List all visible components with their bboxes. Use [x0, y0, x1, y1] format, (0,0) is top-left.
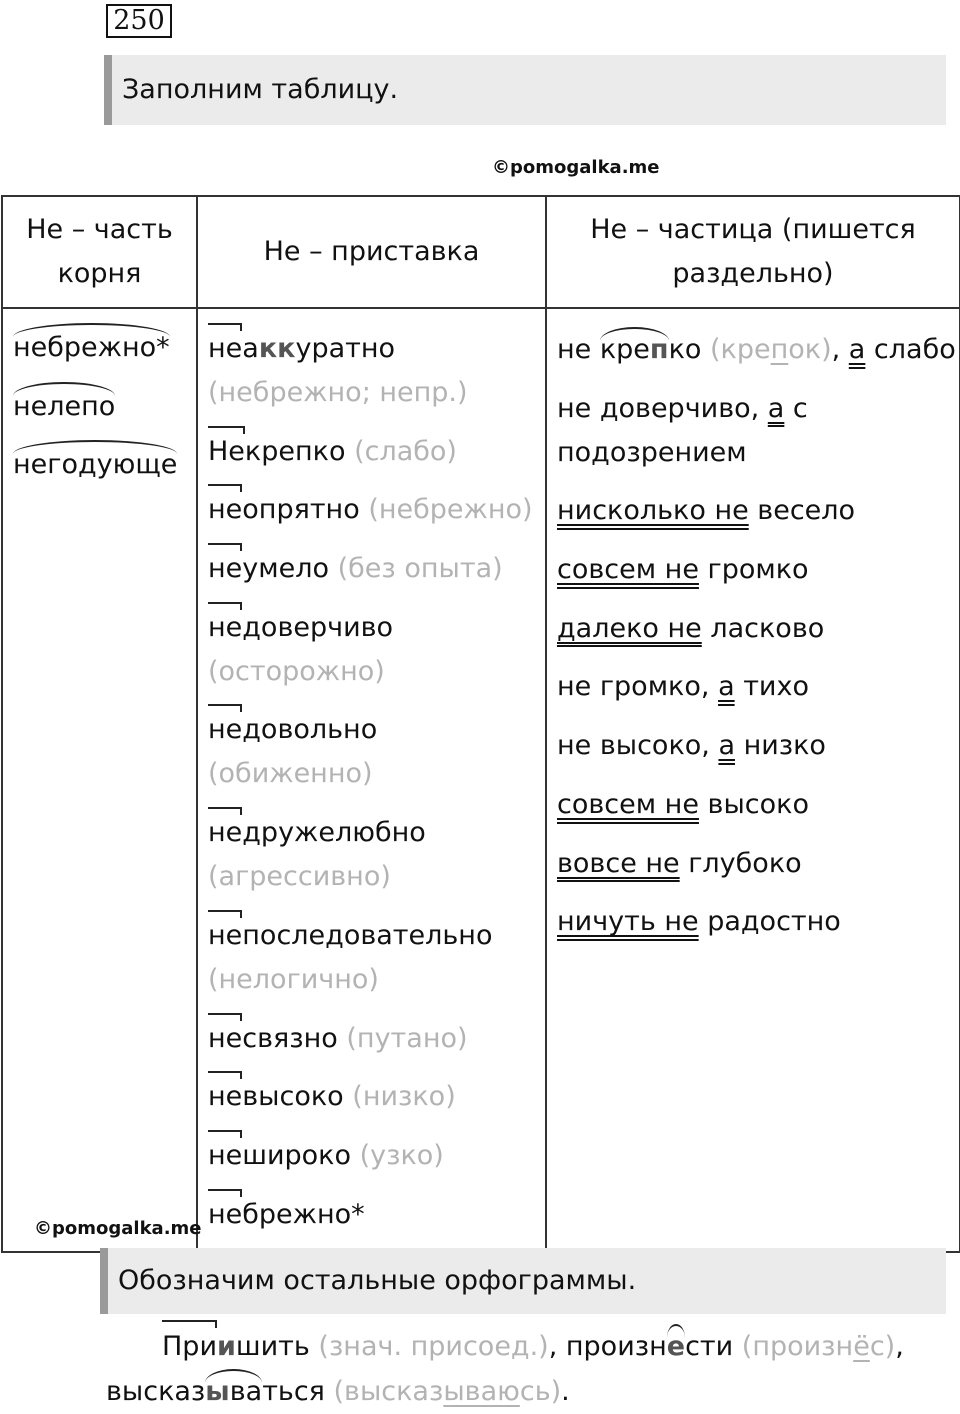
outro-text: Обозначим остальные орфограммы. [118, 1265, 637, 1296]
word-part: весело [748, 495, 856, 527]
synonym-note: (крепок) [701, 334, 832, 365]
word-part: умело [242, 553, 330, 585]
word-part: а [242, 333, 259, 364]
prefix-mark: не [208, 547, 242, 591]
word-part: сти [685, 1331, 734, 1362]
amplifier: совсем не [557, 788, 699, 820]
word-part: доверчиво [242, 611, 394, 643]
synonym-note: (произнёс) [733, 1331, 896, 1362]
amplifier: далеко не [557, 612, 702, 644]
root-mark [600, 327, 669, 365]
synonym-note: (обиженно) [208, 758, 373, 790]
list-item [208, 1134, 545, 1178]
list-item [208, 327, 545, 415]
prefix-mark: Не [208, 430, 245, 474]
prefix-mark: не [208, 1017, 242, 1061]
spelling-letters: и [217, 1331, 236, 1362]
word-part: последовательно [242, 919, 493, 951]
list-item [557, 783, 959, 827]
cell-root [2, 308, 197, 1252]
amplifier: совсем не [557, 554, 699, 586]
word-part: произн [565, 1331, 667, 1362]
word-part: ласково [701, 612, 825, 644]
word-part: ться [262, 1376, 325, 1407]
prefix-mark: не [208, 914, 242, 958]
table-body-row [2, 308, 960, 1252]
prefix-mark: не [208, 1134, 242, 1178]
spelling-letters: п [649, 334, 669, 365]
list-item [557, 900, 959, 944]
prefix-mark: не [208, 488, 242, 532]
intro-callout [104, 55, 946, 125]
list-item [13, 440, 196, 499]
word-part: слабо [865, 334, 956, 365]
word-part: уратно [295, 333, 396, 364]
list-item [557, 548, 959, 592]
prefix-mark: не [208, 811, 242, 855]
word-part: опрятно [242, 494, 360, 526]
word-part: с подозрением [557, 392, 808, 468]
word-part: не высоко, [557, 730, 719, 762]
list-item [208, 1075, 545, 1119]
amplifier: нисколько не [557, 495, 749, 527]
amplifier: ничуть не [557, 906, 699, 938]
header-prefix: Не – приставка [197, 196, 546, 308]
list-item [557, 842, 959, 886]
list-item [557, 607, 959, 651]
list-item [208, 708, 545, 796]
watermark-cell: ©pomogalka.me [34, 1218, 202, 1239]
root-word: негодующе [13, 440, 177, 482]
synonym-note: (агрессивно) [208, 861, 391, 893]
header-root: Не – часть корня [2, 196, 197, 308]
synonym-note: (узко) [359, 1139, 444, 1171]
root-word: небрежно* [13, 323, 170, 365]
word-part: брежно* [242, 1198, 365, 1230]
word-part: широко [242, 1139, 352, 1171]
word-part: , [831, 334, 849, 365]
conjunction: а [718, 730, 735, 762]
synonym-note: (высказываюсь) [324, 1376, 562, 1407]
word-part: , [895, 1331, 904, 1362]
word-part: не громко, [557, 671, 719, 703]
synonym-note: (слабо) [354, 435, 457, 467]
word-part: громко [698, 554, 809, 586]
word-part: высоко [242, 1081, 344, 1113]
prefix-mark: не [208, 606, 242, 650]
word-part: ко [668, 334, 702, 365]
word-part: связно [242, 1022, 338, 1054]
synonym-note: (без опыта) [337, 553, 503, 585]
spelling-table [1, 195, 960, 1253]
list-item [208, 606, 545, 694]
prefix-mark: не [208, 708, 242, 752]
word-part: тихо [734, 671, 809, 703]
list-item [557, 665, 959, 709]
word-part: крепко [244, 435, 346, 467]
word-part: не доверчиво, [557, 392, 768, 424]
synonym-note: (нелогично) [208, 963, 379, 995]
watermark-top: ©pomogalka.me [492, 157, 660, 178]
prefix-mark: не [208, 327, 242, 371]
list-item [208, 1193, 545, 1237]
word-part: шить [235, 1331, 310, 1362]
task-number: 250 [106, 4, 172, 38]
list-item [557, 327, 959, 372]
spelling-letters: кк [258, 333, 296, 364]
root-mark: е [667, 1324, 685, 1362]
conjunction: а [848, 334, 866, 365]
synonym-note: (путано) [346, 1022, 468, 1054]
list-item [557, 724, 959, 768]
table-header-row [2, 196, 960, 308]
prefix-mark: не [208, 1193, 242, 1237]
cell-particle [546, 308, 960, 1252]
word-part: радостно [698, 906, 841, 938]
prefix-mark: не [208, 1075, 242, 1119]
synonym-note: (низко) [352, 1081, 456, 1113]
synonym-note: (небрежно) [368, 494, 533, 526]
word-part: глубоко [679, 847, 802, 879]
list-item [557, 489, 959, 533]
word-part: довольно [242, 714, 378, 746]
word-part: высказ [106, 1376, 206, 1407]
word-part: низко [734, 730, 826, 762]
list-item [208, 1017, 545, 1061]
list-item [208, 488, 545, 532]
cell-prefix [197, 308, 546, 1252]
prefix-mark: При [162, 1324, 217, 1369]
list-item [208, 547, 545, 591]
list-item [208, 914, 545, 1002]
intro-text: Заполним таблицу. [122, 74, 399, 105]
word-part: высоко [698, 788, 809, 820]
word-part: . [561, 1376, 570, 1407]
amplifier: вовсе не [557, 847, 680, 879]
word-part: кре [599, 334, 650, 365]
bottom-paragraph [106, 1324, 926, 1414]
list-item [13, 382, 196, 441]
synonym-note: (небрежно; непр.) [208, 377, 468, 408]
list-item [13, 323, 196, 382]
outro-callout [100, 1248, 946, 1314]
conjunction: а [767, 392, 785, 424]
list-item [208, 430, 545, 474]
synonym-note: (осторожно) [208, 655, 385, 687]
list-item [557, 387, 959, 475]
root-word: нелепо [13, 382, 115, 424]
word-part: , [548, 1331, 566, 1362]
word-part: дружелюбно [242, 817, 426, 849]
suffix-mark: ыва [205, 1369, 262, 1407]
synonym-note: (знач. присоед.) [309, 1331, 549, 1362]
conjunction: а [718, 671, 735, 703]
list-item [208, 811, 545, 899]
header-particle: Не – частица (пишется раздельно) [546, 196, 960, 308]
word-part: не [557, 334, 600, 365]
